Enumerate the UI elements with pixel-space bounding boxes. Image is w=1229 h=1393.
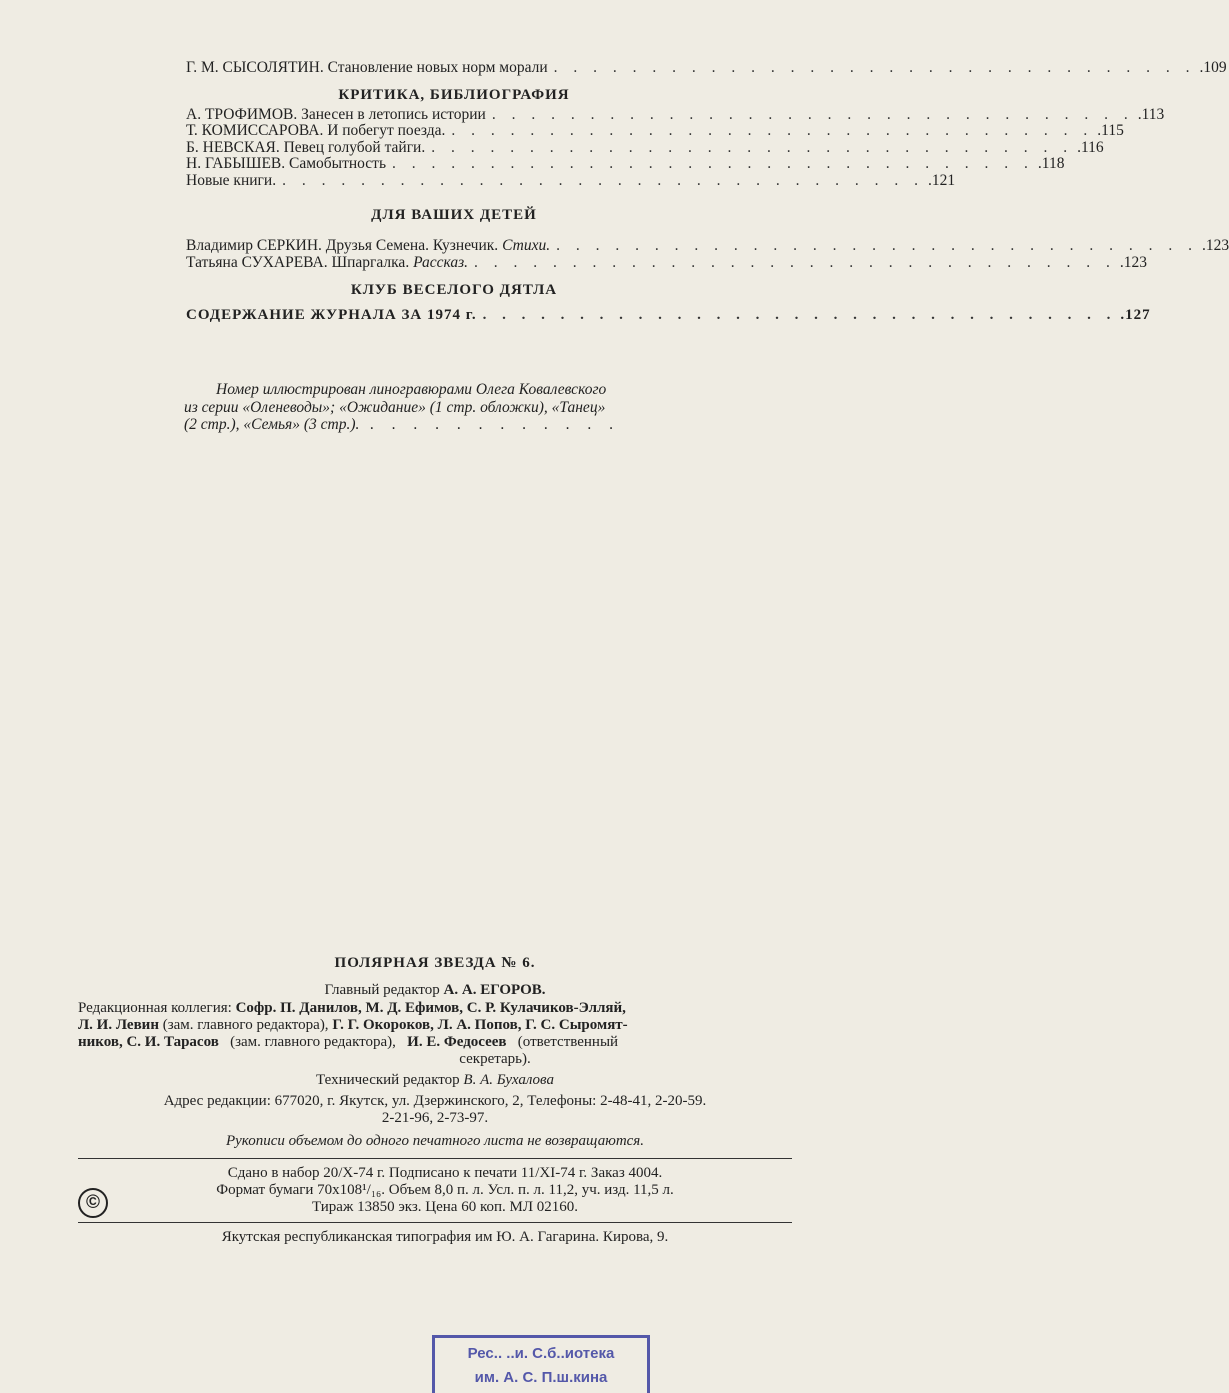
copyright-icon: © — [78, 1188, 108, 1218]
section-heading-children: ДЛЯ ВАШИХ ДЕТЕЙ — [371, 207, 537, 223]
board-label: Редакционная коллегия: — [78, 1000, 232, 1016]
toc-entry-text: Владимир СЕРКИН. Друзья Семена. Кузнечик. — [186, 237, 499, 254]
toc-entry-text: Татьяна СУХАРЕВА. Шпаргалка. — [186, 253, 410, 271]
toc-entry — [186, 237, 1229, 255]
toc-leader-dots: . . . . . . . . . . . . . . . . . . . . . . . . . . . . . . . . . — [451, 122, 1094, 139]
note-line: Номер иллюстрирован линогравюрами Олега Ковалевского — [216, 381, 607, 398]
editorial-board — [78, 1000, 792, 1051]
toc-entry-page: .116 — [1077, 138, 1104, 156]
printer-info: Якутская республиканская типография им Ю. А. Гагарина. Кирова, 9. — [221, 1229, 669, 1245]
editorial-address — [78, 1093, 792, 1127]
board-members: Л. И. Левин — [78, 1017, 159, 1033]
toc-leader-dots: . . . . . . . . . . . . . . . . . . . . . . . . . . . . . . . . . — [392, 155, 1034, 172]
board-members: И. Е. Федосеев — [407, 1034, 507, 1050]
stamp-line: им. А. С. П.ш.кина — [474, 1369, 608, 1386]
print-line: Сдано в набор 20/X-74 г. Подписано к печати 11/XI-74 г. Заказ 4004. — [227, 1165, 663, 1181]
toc-entry-page: .123 — [1119, 253, 1148, 271]
chief-editor-name: А. А. ЕГОРОВ. — [443, 982, 546, 998]
toc-entry-contents — [186, 307, 1151, 324]
toc-leader-dots: . . . . . . . . . . . . . . . . . . . . . . . . . . . . . . . . . — [556, 237, 1198, 254]
toc-entry-title: Т. КОМИССАРОВА. И побегут поезда. — [186, 122, 446, 139]
toc-entry — [186, 122, 1124, 140]
table-of-contents — [186, 59, 1229, 324]
toc-leader-dots: . . . . . . . . . . . . . . . . . . . . . . . . . . . . . . . . . — [482, 307, 1117, 323]
toc-entry-page: .121 — [927, 171, 956, 189]
illustration-note — [184, 381, 724, 434]
note-line: из серии «Оленеводы»; «Ожидание» (1 стр. обложки), «Танец» — [184, 398, 606, 416]
toc-entry-page: .118 — [1037, 155, 1065, 172]
print-line: Формат бумаги 70x108¹/₁₆. Объем 8,0 п. л. Усл. п. л. 11,2, уч. изд. 11,5 л. — [216, 1182, 674, 1198]
manuscripts-text: Рукописи объемом до одного печатного листа не возвращаются. — [225, 1133, 645, 1149]
note-line — [184, 416, 724, 434]
board-role: (ответственный — [517, 1034, 619, 1050]
board-members: ников, С. И. Тарасов — [78, 1034, 219, 1050]
toc-entry-page: .115 — [1097, 122, 1124, 139]
toc-entry-title: Н. ГАБЫШЕВ. Самобытность — [186, 155, 387, 172]
chief-editor-label: Главный редактор — [324, 982, 440, 998]
toc-entry — [186, 155, 1065, 173]
toc-leader-dots: . . . . . . . . . . . . . . . . . . . . . . . . . . . . . . . . . — [431, 138, 1074, 156]
stamp-line: Рес.. ..и. С.б..иотека — [467, 1345, 615, 1362]
toc-entry-page: .127 — [1120, 307, 1151, 323]
toc-entry-title — [186, 255, 468, 272]
tech-editor — [78, 1072, 792, 1089]
library-stamp — [432, 1335, 650, 1393]
toc-entry-title — [186, 238, 550, 255]
divider — [78, 1222, 792, 1223]
note-line-text: (2 стр.), «Семья» (3 стр.). — [184, 416, 360, 433]
address-line: 2-21-96, 2-73-97. — [381, 1110, 489, 1126]
toc-entry-title: Новые книги. — [186, 171, 277, 189]
board-role: (зам. главного редактора), — [162, 1017, 329, 1033]
toc-leader-dots: . . . . . . . . . . . . . . . . . . . . . . . . . . . . . . . . . — [553, 59, 1196, 76]
toc-entry — [186, 253, 1148, 272]
toc-entry — [186, 59, 1227, 77]
magazine-title: ПОЛЯРНАЯ ЗВЕЗДА № 6. — [334, 955, 536, 971]
chief-editor — [78, 982, 792, 999]
section-heading-criticism: КРИТИКА, БИБЛИОГРАФИЯ — [338, 86, 570, 103]
board-members: Г. Г. Окороков, Л. А. Попов, Г. С. Сыромят- — [332, 1017, 628, 1033]
tech-editor-name: В. А. Бухалова — [463, 1072, 554, 1088]
toc-entry-page: .113 — [1137, 105, 1165, 123]
toc-entry — [186, 105, 1165, 124]
section-heading-club: КЛУБ ВЕСЕЛОГО ДЯТЛА — [350, 282, 558, 298]
board-members: Софр. П. Данилов, М. Д. Ефимов, С. Р. Кулачиков-Элляй, — [235, 1000, 626, 1016]
imprint — [78, 955, 792, 1246]
toc-entry-title: Б. НЕВСКАЯ. Певец голубой тайги. — [186, 138, 426, 156]
toc-entry-genre: Рассказ. — [413, 253, 469, 271]
note-leader-dots: . . . . . . . . . . . . — [359, 416, 621, 433]
print-line: Тираж 13850 экз. Цена 60 коп. МЛ 02160. — [311, 1199, 579, 1215]
board-end: секретарь). — [459, 1051, 531, 1067]
toc-leader-dots: . . . . . . . . . . . . . . . . . . . . . . . . . . . . . . . . . — [474, 253, 1116, 271]
tech-editor-label: Технический редактор — [316, 1072, 460, 1088]
toc-entry-title: СОДЕРЖАНИЕ ЖУРНАЛА ЗА 1974 г. — [186, 307, 477, 323]
address-line: Адрес редакции: 677020, г. Якутск, ул. Дзержинского, 2, Телефоны: 2-48-41, 2-20-59. — [163, 1093, 707, 1109]
divider — [78, 1158, 792, 1159]
toc-entry-genre: Стихи. — [502, 237, 551, 254]
print-info — [78, 1165, 792, 1216]
toc-entry-page: .109 — [1199, 59, 1227, 76]
toc-leader-dots: . . . . . . . . . . . . . . . . . . . . . . . . . . . . . . . . . — [491, 105, 1134, 123]
toc-entry-title: А. ТРОФИМОВ. Занесен в летопись истории — [186, 105, 486, 123]
toc-entry-title: Г. М. СЫСОЛЯТИН. Становление новых норм морали — [186, 59, 548, 76]
toc-entry — [186, 171, 956, 190]
toc-leader-dots: . . . . . . . . . . . . . . . . . . . . . . . . . . . . . . . . . — [282, 171, 924, 189]
board-role: (зам. главного редактора), — [230, 1034, 396, 1050]
manuscripts-note — [78, 1133, 792, 1150]
toc-entry-page: .123 — [1201, 237, 1229, 254]
toc-entry — [186, 138, 1104, 157]
